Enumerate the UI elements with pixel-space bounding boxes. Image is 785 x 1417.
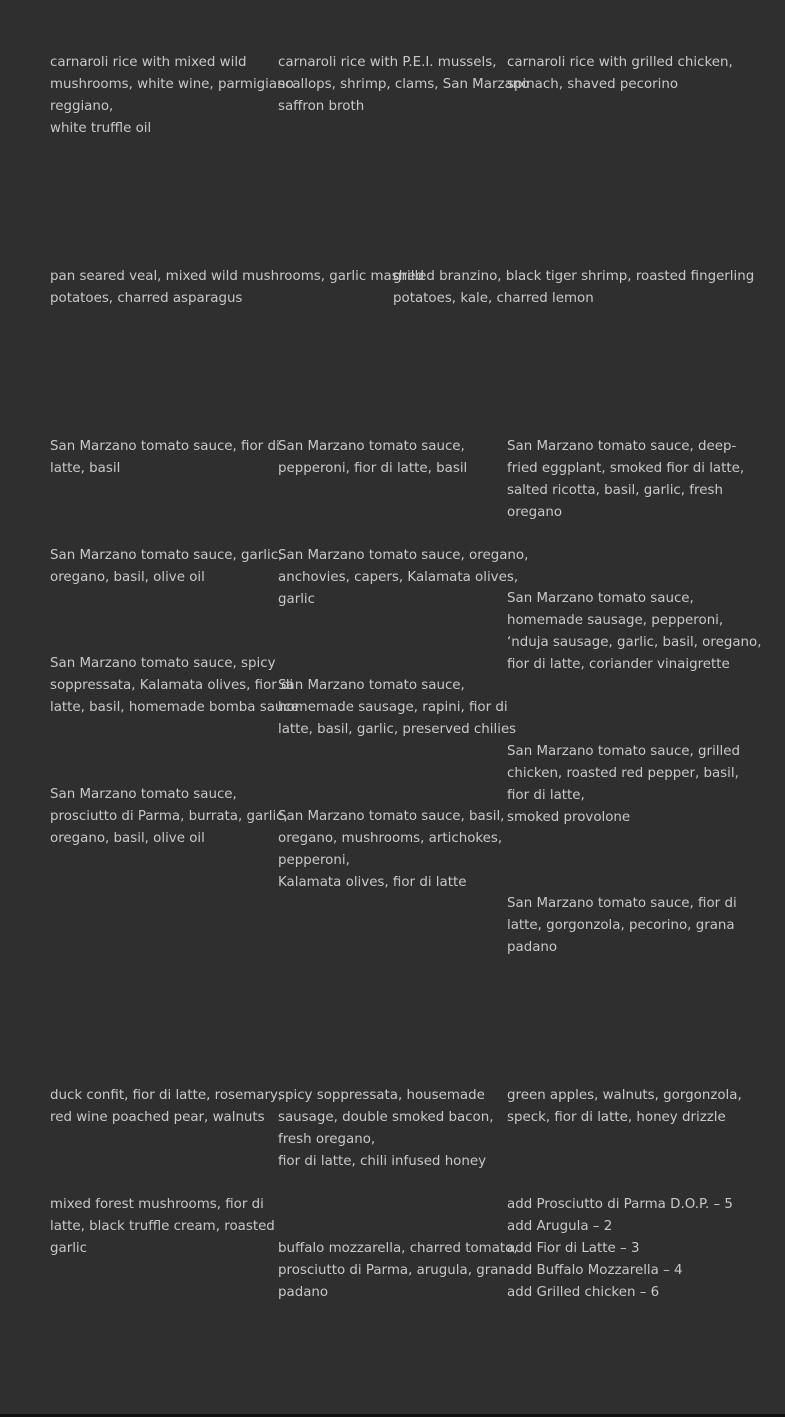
menu-item-extras	[507, 1160, 735, 1304]
menu-item-name	[507, 707, 739, 725]
menu-item-description	[50, 1085, 283, 1129]
menu-item	[507, 402, 745, 524]
description-line: garlic	[278, 592, 316, 607]
description-line: San Marzano tomato sauce, spicy	[50, 656, 276, 671]
description-line: San Marzano tomato sauce, oregano,	[278, 548, 529, 563]
description-line: soppressata, Kalamata olives, fior di	[50, 678, 294, 693]
description-line: smoked provolone	[507, 810, 631, 825]
menu-item	[50, 511, 283, 589]
description-line: buffalo mozzarella, charred tomato,	[278, 1241, 518, 1256]
description-line: oregano	[507, 505, 563, 520]
description-line: Kalamata olives, fior di latte	[278, 875, 467, 890]
menu-item	[278, 1204, 518, 1304]
description-line: add Arugula – 2	[507, 1219, 613, 1234]
description-line: grilled branzino, black tiger shrimp, roasted fingerling	[393, 269, 755, 284]
menu-item-description	[50, 436, 280, 480]
menu-item-description	[50, 784, 288, 850]
description-line: salted ricotta, basil, garlic, fresh	[507, 483, 723, 498]
description-line: saffron broth	[278, 99, 365, 114]
description-line: oregano, basil, olive oil	[50, 570, 205, 585]
description-line: padano	[507, 940, 558, 955]
description-line: homemade sausage, rapini, fior di	[278, 700, 508, 715]
description-line: fior di latte, coriander vinaigrette	[507, 657, 730, 672]
description-line: carnaroli rice with mixed wild	[50, 55, 247, 70]
menu-item	[278, 772, 506, 894]
menu-item-description	[507, 1194, 735, 1304]
menu-item-description	[50, 266, 424, 310]
menu-item-name	[50, 750, 275, 768]
description-line: ‘nduja sausage, garlic, basil, oregano,	[507, 635, 762, 650]
description-line: add Prosciutto di Parma D.O.P. – 5	[507, 1197, 733, 1212]
menu-item-description	[507, 893, 739, 959]
description-line: fior di latte, chili infused honey	[278, 1154, 487, 1169]
menu-item	[50, 18, 294, 140]
description-line: add Buffalo Mozzarella – 4	[507, 1263, 683, 1278]
menu-item-description	[278, 806, 506, 894]
menu-item-description	[507, 436, 745, 524]
menu-item-name	[50, 402, 275, 420]
menu-item-name	[393, 232, 733, 250]
description-line: San Marzano tomato sauce, garlic,	[50, 548, 283, 563]
menu-item-name	[278, 1051, 506, 1069]
description-line: latte, basil	[50, 461, 121, 476]
description-line: reggiano,	[50, 99, 114, 114]
menu-item-name	[507, 1160, 735, 1178]
menu-item-name	[278, 402, 506, 420]
description-line: padano	[278, 1285, 329, 1300]
description-line: pan seared veal, mixed wild mushrooms, garlic mashed	[50, 269, 424, 284]
menu-item	[278, 402, 506, 480]
menu-item	[50, 1051, 283, 1129]
menu-item-description	[278, 675, 517, 741]
menu-item	[50, 232, 424, 310]
description-line: carnaroli rice with grilled chicken,	[507, 55, 733, 70]
description-line: San Marzano tomato sauce, grilled	[507, 744, 740, 759]
menu-item-name	[278, 1204, 506, 1222]
description-line: add Grilled chicken – 6	[507, 1285, 660, 1300]
menu-item	[507, 554, 762, 676]
menu-item-description	[278, 545, 529, 611]
description-line: potatoes, charred asparagus	[50, 291, 243, 306]
menu-item-name	[507, 402, 739, 420]
menu-item-name	[278, 641, 506, 659]
menu-item-description	[507, 52, 735, 96]
menu-item-description	[507, 588, 762, 676]
description-line: oregano, basil, olive oil	[50, 831, 205, 846]
description-line: speck, fior di latte, honey drizzle	[507, 1110, 726, 1125]
menu-item-description	[507, 741, 739, 829]
description-line: garlic	[50, 1241, 88, 1256]
description-line: San Marzano tomato sauce,	[278, 439, 465, 454]
menu-item-name	[278, 18, 506, 36]
description-line: San Marzano tomato sauce,	[50, 787, 237, 802]
description-line: San Marzano tomato sauce, basil,	[278, 809, 505, 824]
description-line: latte, basil, homemade bomba sauce	[50, 700, 299, 715]
menu-item-description	[278, 1238, 518, 1304]
description-line: carnaroli rice with P.E.I. mussels,	[278, 55, 497, 70]
description-line: red wine poached pear, walnuts	[50, 1110, 265, 1125]
menu-item-name	[278, 511, 506, 529]
description-line: white truffle oil	[50, 121, 152, 136]
menu-item	[50, 402, 280, 480]
description-line: San Marzano tomato sauce, deep-	[507, 439, 737, 454]
description-line: San Marzano tomato sauce,	[278, 678, 465, 693]
menu-item-name	[507, 859, 739, 877]
description-line: homemade sausage, pepperoni,	[507, 613, 724, 628]
description-line: scallops, shrimp, clams, San Marzano	[278, 77, 530, 92]
menu-item-name	[507, 554, 739, 572]
description-line: oregano, mushrooms, artichokes,	[278, 831, 503, 846]
menu-item-name	[278, 772, 506, 790]
description-line: green apples, walnuts, gorgonzola,	[507, 1088, 742, 1103]
description-line: latte, gorgonzola, pecorino, grana	[507, 918, 735, 933]
menu-item-description	[50, 52, 294, 140]
menu-item-name	[50, 511, 275, 529]
menu-item	[278, 1051, 506, 1173]
menu-item-name	[50, 619, 275, 637]
menu-item-name	[50, 1051, 275, 1069]
menu-item-description	[278, 52, 530, 118]
menu-item-description	[507, 1085, 742, 1129]
menu-item	[278, 641, 517, 741]
menu-item-description	[50, 545, 283, 589]
description-line: sausage, double smoked bacon,	[278, 1110, 494, 1125]
description-line: latte, black truffle cream, roasted	[50, 1219, 275, 1234]
menu-item-description	[50, 653, 299, 719]
menu-item	[50, 619, 299, 719]
description-line: San Marzano tomato sauce, fior di	[507, 896, 737, 911]
menu-item	[507, 707, 739, 829]
description-line: mixed forest mushrooms, fior di	[50, 1197, 264, 1212]
description-line: duck confit, fior di latte, rosemary,	[50, 1088, 283, 1103]
description-line: prosciutto di Parma, burrata, garlic,	[50, 809, 288, 824]
description-line: latte, basil, garlic, preserved chilies	[278, 722, 517, 737]
description-line: prosciutto di Parma, arugula, grana	[278, 1263, 516, 1278]
menu-item-description	[278, 1085, 506, 1173]
menu-item	[507, 1051, 742, 1129]
menu-item-name	[50, 18, 275, 36]
description-line: San Marzano tomato sauce, fior di	[50, 439, 280, 454]
menu-item	[393, 232, 755, 310]
description-line: anchovies, capers, Kalamata olives,	[278, 570, 519, 585]
menu-item-description	[393, 266, 755, 310]
menu-item-name	[50, 232, 390, 250]
description-line: add Fior di Latte – 3	[507, 1241, 640, 1256]
description-line: pepperoni, fior di latte, basil	[278, 461, 468, 476]
description-line: potatoes, kale, charred lemon	[393, 291, 594, 306]
description-line: chicken, roasted red pepper, basil,	[507, 766, 739, 781]
description-line: spicy soppressata, housemade	[278, 1088, 485, 1103]
description-line: San Marzano tomato sauce,	[507, 591, 694, 606]
menu-item	[50, 1160, 275, 1260]
menu-item	[50, 750, 288, 850]
menu-item-description	[278, 436, 506, 480]
menu-item	[278, 18, 530, 118]
description-line: mushrooms, white wine, parmigiano	[50, 77, 294, 92]
menu-item-name	[507, 1051, 735, 1069]
description-line: fried eggplant, smoked fior di latte,	[507, 461, 745, 476]
description-line: spinach, shaved pecorino	[507, 77, 679, 92]
menu-item-name	[507, 18, 735, 36]
menu-item	[278, 511, 529, 611]
description-line: pepperoni,	[278, 853, 350, 868]
menu-item-name	[50, 1160, 275, 1178]
menu-item	[507, 859, 739, 959]
menu-item	[507, 18, 735, 96]
description-line: fresh oregano,	[278, 1132, 376, 1147]
menu-item-description	[50, 1194, 275, 1260]
description-line: fior di latte,	[507, 788, 585, 803]
